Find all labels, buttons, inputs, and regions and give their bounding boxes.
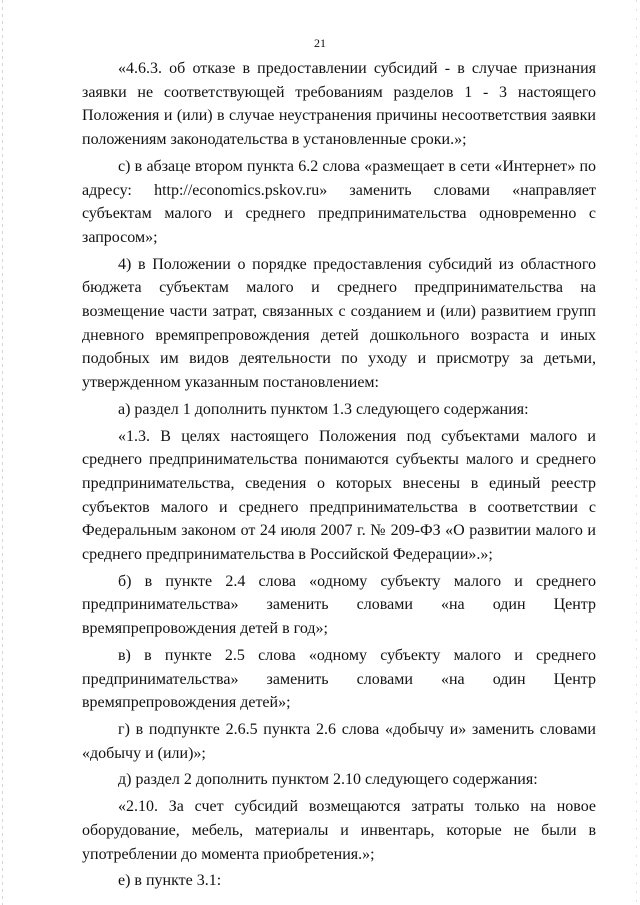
paragraph-d-section-2: д) раздел 2 дополнить пунктом 2.10 следующего содержания: (118, 771, 538, 789)
scan-edge-right (636, 0, 637, 905)
paragraph-c-amendment-6-2: с) в абзаце втором пункта 6.2 слова «размещает в сети «Интернет» по адресу: http://economics.pskov.ru» заменить словами «направляет субъектам малого и среднего предпринимательства одновременно с запросом»; (82, 157, 596, 246)
paragraph-b-item-2-4: б) в пункте 2.4 слова «одному субъекту малого и среднего предпринимательства» заменить словами «на один Центр времяпрепровождения детей в год»; (82, 572, 596, 638)
paragraph-4-6-3-refusal: «4.6.3. об отказе в предоставлении субсидий - в случае признания заявки не соответствующей требованиям разделов 1 - 3 настоящего Положения и (или) в случае неустранения причины несоответствия заявки положениям законодательства в установленные сроки.»; (82, 60, 596, 149)
paragraph-v-item-2-5: в) в пункте 2.5 слова «одному субъекту малого и среднего предпринимательства» заменить словами «на один Центр времяпрепровождения детей»; (82, 646, 596, 712)
page-number: 21 (314, 36, 326, 50)
scan-edge-left (2, 0, 3, 905)
paragraph-4-regulation-intro: 4) в Положении о порядке предоставления субсидий из областного бюджета субъектам малого и среднего предпринимательства на возмещение части затрат, связанных с созданием и (или) развитием групп дневного времяпрепровождения детей дошкольного возраста и иных подобных им видов деятельности по уходу и присмотру за детьми, утвержденном указанным постановлением: (82, 255, 596, 392)
paragraph-2-10-costs: «2.10. За счет субсидий возмещаются затраты только на новое оборудование, мебель, материалы и инвентарь, которые не были в употреблении до момента приобретения.»; (82, 798, 596, 863)
paragraph-a-section-1: а) раздел 1 дополнить пунктом 1.3 следующего содержания: (118, 400, 529, 418)
paragraph-e-item-3-1: е) в пункте 3.1: (118, 872, 222, 890)
paragraph-g-subitem-2-6-5: г) в подпункте 2.6.5 пункта 2.6 слова «добычу и» заменить словами «добычу и (или)»; (82, 720, 596, 762)
paragraph-1-3-definition: «1.3. В целях настоящего Положения под субъектами малого и среднего предпринимательства понимаются субъекты малого и среднего предпринимательства, сведения о которых внесены в единый реестр субъектов малого и среднего предпринимательства в соответствии с Федеральным законом от 24 июля 2007 г. № 209-ФЗ «О развитии малого и среднего предпринимательства в Российской Федерации».»; (82, 427, 596, 564)
document-body (82, 57, 596, 896)
